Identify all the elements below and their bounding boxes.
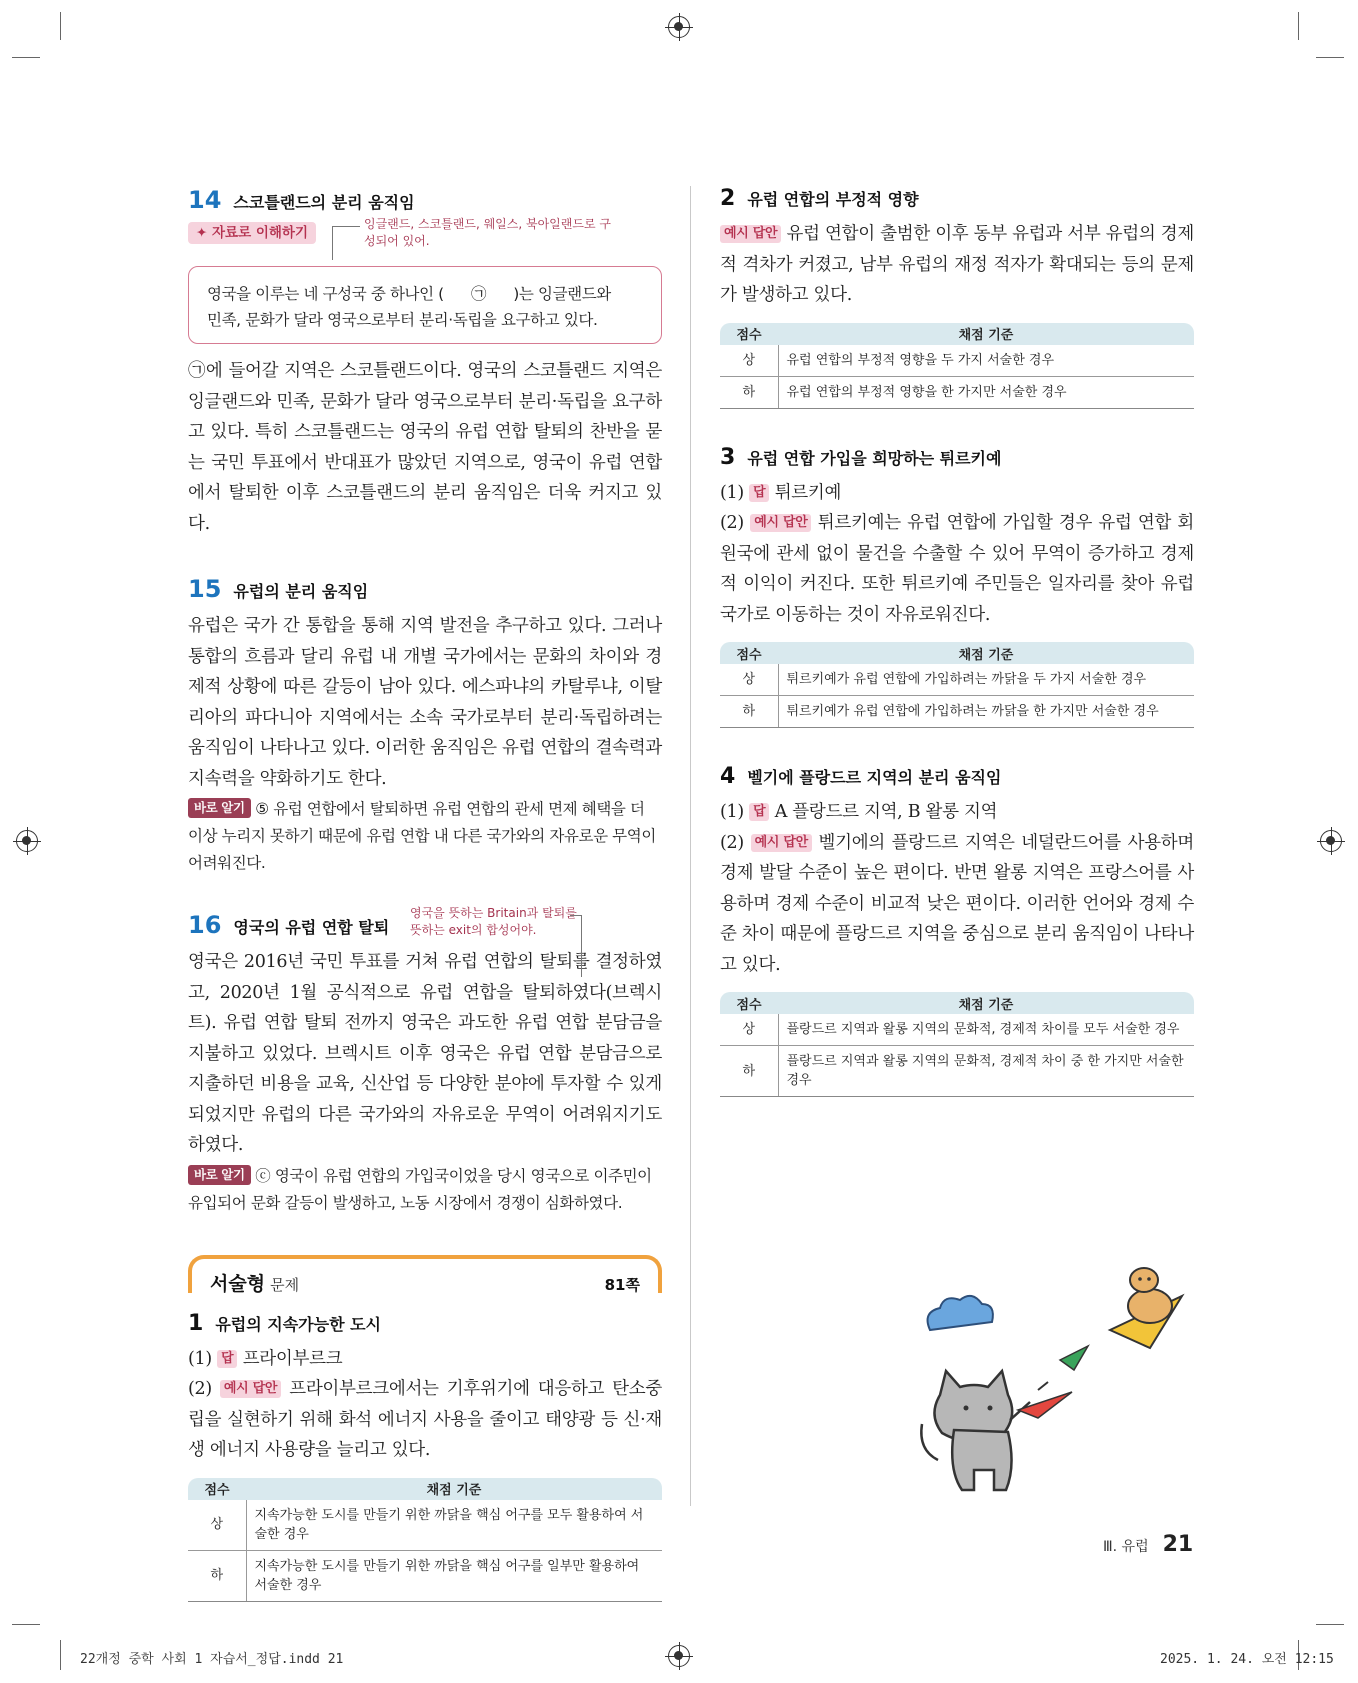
question-number: 4 (720, 764, 736, 789)
table-header-criteria: 채점 기준 (246, 1478, 662, 1500)
part-label: (2) (720, 513, 744, 533)
scoring-table (720, 642, 1194, 728)
table-row (188, 1550, 662, 1601)
crop-mark (1316, 57, 1344, 58)
answer-line (720, 797, 1194, 828)
explanation-text: 유럽은 국가 간 통합을 통해 지역 발전을 추구하고 있다. 그러나 통합의 흐름과 달리 유럽 내 개별 국가에서는 문화의 차이와 경제적 상황에 따른 갈등이 남아 있다. 에스파냐의 카탈루냐, 이탈리아의 파다니아 지역에서는 소속 국가로부터 분리·독립하려는 움직임이 나타나고 있다. 이러한 움직임은 유럽 연합의 결속력과 지속력을 약화하기도 한다. (188, 616, 662, 789)
table-header-score: 점수 (188, 1478, 246, 1500)
answer-tag: 답 (217, 1350, 237, 1368)
crop-mark (1298, 12, 1299, 40)
essay-page-ref: 81쪽 (604, 1275, 640, 1294)
registration-mark-icon (16, 830, 38, 852)
correction-text (188, 796, 662, 877)
crop-mark (12, 57, 40, 58)
section-title: 영국의 유럽 연합 탈퇴 (233, 918, 390, 937)
question-title: 유럽 연합 가입을 희망하는 튀르키예 (747, 448, 1002, 468)
column-divider (690, 186, 691, 1506)
grade-cell: 상 (188, 1500, 246, 1551)
table-row (720, 664, 1194, 696)
part-label: (1) (720, 482, 744, 503)
correction-tag: 바로 알기 (188, 798, 251, 818)
answer-text: 벨기에의 플랑드르 지역은 네덜란드어를 사용하며 경제 발달 수준이 높은 편이다. 반면 왈롱 지역은 프랑스어를 사용하며 경제 수준이 비교적 낮은 편이다. 이러한 언어와 경제 수준 차이 때문에 플랑드르 지역을 중심으로 분리 움직임이 나타나고 있다. (720, 832, 1194, 975)
data-understanding-tag: ✦ 자료로 이해하기 (188, 222, 316, 244)
correction-tag: 바로 알기 (188, 1165, 251, 1185)
grade-cell: 상 (720, 664, 778, 696)
answer-line (188, 1374, 662, 1466)
registration-mark-icon (668, 16, 690, 38)
section-number: 15 (188, 575, 222, 603)
table-row (720, 345, 1194, 377)
answer-text: A 플랑드르 지역, B 왈롱 지역 (774, 802, 998, 822)
registration-mark-icon (1320, 830, 1342, 852)
example-answer-tag: 예시 답안 (220, 1380, 281, 1398)
explanation-text: 영국은 2016년 국민 투표를 거쳐 유럽 연합의 탈퇴를 결정하였고, 2020년 1월 공식적으로 유럽 연합을 탈퇴하였다(브렉시트). 유럽 연합 탈퇴 전까지 영국은 과도한 유럽 연합 분담금을 지불하고 있었다. 브렉시트 이후 영국은 유럽 연합 분담금으로 지출하던 비용을 교육, 신산업 등 다양한 분야에 투자할 수 있게 되었지만 유럽의 다른 국가와의 자유로운 무역이 어려워지기도 하였다. (188, 952, 662, 1155)
question-title: 벨기에 플랑드르 지역의 분리 움직임 (747, 768, 1002, 787)
table-row (720, 696, 1194, 728)
section-number: 14 (188, 186, 222, 214)
table-header-criteria: 채점 기준 (778, 992, 1194, 1014)
left-column (188, 186, 662, 1602)
right-column (720, 186, 1194, 1097)
part-label: (1) (188, 1348, 212, 1369)
illustration (910, 1260, 1210, 1510)
answer-line (720, 508, 1194, 630)
registration-mark-icon (668, 1645, 690, 1667)
part-label: (2) (720, 832, 744, 853)
data-box-line: 민족, 문화가 달라 영국으로부터 분리·독립을 요구하고 있다. (207, 311, 598, 329)
cloud-icon (928, 1296, 993, 1330)
section-15 (188, 575, 662, 877)
scoring-table (720, 992, 1194, 1097)
annotation-note: 잉글랜드, 스코틀랜드, 웨일스, 북아일랜드로 구성되어 있어. (364, 217, 611, 248)
question-1 (188, 1311, 662, 1602)
table-header-score: 점수 (720, 642, 778, 664)
hamster-icon (1128, 1268, 1172, 1323)
grade-cell: 상 (720, 1014, 778, 1046)
criteria-cell: 유럽 연합의 부정적 영향을 두 가지 서술한 경우 (778, 345, 1194, 377)
question-3 (720, 445, 1194, 729)
note-connector (332, 226, 360, 260)
section-title: 스코틀랜드의 분리 움직임 (233, 193, 415, 212)
criteria-cell: 플랑드르 지역과 왈롱 지역의 문화적, 경제적 차이를 모두 서술한 경우 (778, 1014, 1194, 1046)
question-4 (720, 764, 1194, 1097)
essay-title-rest: 문제 (270, 1275, 300, 1294)
answer-line (188, 1344, 662, 1375)
table-row (188, 1500, 662, 1551)
criteria-cell: 지속가능한 도시를 만들기 위한 까닭을 핵심 어구를 모두 활용하여 서술한 경우 (246, 1500, 662, 1551)
table-row (720, 1046, 1194, 1097)
answer-text: 튀르키예는 유럽 연합에 가입할 경우 유럽 연합 회원국에 관세 없이 물건을 수출할 수 있어 무역이 증가하고 경제적 이익이 커진다. 또한 튀르키예 주민들은 일자리를 찾아 유럽 국가로 이동하는 것이 자유로워진다. (720, 513, 1194, 625)
question-title: 유럽의 지속가능한 도시 (215, 1314, 382, 1334)
question-2 (720, 186, 1194, 409)
table-header-score: 점수 (720, 992, 778, 1014)
note-connector (570, 915, 582, 977)
table-row (720, 1014, 1194, 1046)
question-number: 3 (720, 444, 736, 470)
answer-tag: 답 (749, 484, 769, 502)
crop-mark (12, 1624, 40, 1625)
table-header-criteria: 채점 기준 (778, 323, 1194, 345)
answer-line (720, 828, 1194, 981)
essay-title: 서술형 (210, 1272, 266, 1295)
part-label: (1) (720, 802, 744, 822)
answer-text: 프라이부르크 (242, 1348, 343, 1369)
answer-text: 튀르키예 (774, 482, 842, 503)
crop-mark (1316, 1624, 1344, 1625)
section-title: 유럽의 분리 움직임 (233, 582, 369, 601)
scoring-table (720, 323, 1194, 409)
criteria-cell: 튀르키예가 유럽 연합에 가입하려는 까닭을 한 가지만 서술한 경우 (778, 696, 1194, 728)
grade-cell: 하 (720, 376, 778, 408)
crop-mark (60, 1640, 61, 1670)
section-14 (188, 186, 662, 539)
answer-tag: 답 (749, 803, 769, 821)
essay-banner (188, 1255, 662, 1293)
grade-cell: 하 (188, 1550, 246, 1601)
data-box-line: 영국을 이루는 네 구성국 중 하나인 ( ㉠ )는 잉글랜드와 (207, 285, 611, 303)
correction-body: ⑤ 유럽 연합에서 탈퇴하면 유럽 연합의 관세 면제 혜택을 더 이상 누리지 못하기 때문에 유럽 연합 내 다른 국가와의 자유로운 무역이 어려워진다. (188, 800, 656, 872)
correction-text (188, 1163, 662, 1217)
answer-text: 프라이부르크에서는 기후위기에 대응하고 탄소중립을 실현하기 위해 화석 에너지 사용을 줄이고 태양광 등 신·재생 에너지 사용량을 늘리고 있다. (188, 1379, 662, 1460)
scoring-table (188, 1478, 662, 1602)
question-number: 2 (720, 186, 736, 211)
criteria-cell: 지속가능한 도시를 만들기 위한 까닭을 핵심 어구를 일부만 활용하여 서술한 경우 (246, 1550, 662, 1601)
file-slug: 22개정 중학 사회 1 자습서_정답.indd 21 (80, 1652, 344, 1667)
criteria-cell: 플랑드르 지역과 왈롱 지역의 문화적, 경제적 차이 중 한 가지만 서술한 경우 (778, 1046, 1194, 1097)
grade-cell: 하 (720, 1046, 778, 1097)
correction-body: ⓒ 영국이 유럽 연합의 가입국이었을 당시 영국으로 이주민이 유입되어 문화 갈등이 발생하고, 노동 시장에서 경쟁이 심화하였다. (188, 1166, 652, 1212)
cat-icon (921, 1371, 1030, 1490)
data-box (188, 266, 662, 344)
example-answer-tag: 예시 답안 (720, 225, 781, 243)
criteria-cell: 튀르키예가 유럽 연합에 가입하려는 까닭을 두 가지 서술한 경우 (778, 664, 1194, 696)
unit-label: Ⅲ. 유럽 (1103, 1539, 1149, 1555)
print-date: 2025. 1. 24. 오전 12:15 (1160, 1652, 1334, 1667)
page-number: 21 (1162, 1532, 1194, 1557)
answer-text (720, 219, 1194, 311)
question-title: 유럽 연합의 부정적 영향 (747, 190, 919, 209)
answer-body: 유럽 연합이 출범한 이후 동부 유럽과 서부 유럽의 경제적 격차가 커졌고, 남부 유럽의 재정 적자가 확대되는 등의 문제가 발생하고 있다. (720, 224, 1194, 305)
answer-line (720, 478, 1194, 509)
grade-cell: 하 (720, 696, 778, 728)
example-answer-tag: 예시 답안 (751, 834, 812, 852)
annotation-note: 영국을 뜻하는 Britain과 탈퇴를 뜻하는 exit의 합성어야. (410, 906, 577, 937)
table-row (720, 376, 1194, 408)
page-footer (1103, 1532, 1193, 1557)
question-number: 1 (188, 1310, 204, 1336)
explanation-text: ㉠에 들어갈 지역은 스코틀랜드이다. 영국의 스코틀랜드 지역은 잉글랜드와 민족, 문화가 달라 영국으로부터 분리·독립을 요구하고 있다. 특히 스코틀랜드는 영국의 유럽 연합 탈퇴의 찬반을 묻는 국민 투표에서 반대표가 많았던 지역으로, 영국이 유럽 연합에서 탈퇴한 이후 스코틀랜드의 분리 움직임은 더욱 커지고 있다. (188, 361, 662, 534)
grade-cell: 상 (720, 345, 778, 377)
table-header-criteria: 채점 기준 (778, 642, 1194, 664)
section-16 (188, 906, 662, 1217)
example-answer-tag: 예시 답안 (750, 514, 811, 532)
criteria-cell: 유럽 연합의 부정적 영향을 한 가지만 서술한 경우 (778, 376, 1194, 408)
table-header-score: 점수 (720, 323, 778, 345)
section-number: 16 (188, 911, 222, 939)
crop-mark (60, 12, 61, 40)
part-label: (2) (188, 1379, 212, 1399)
